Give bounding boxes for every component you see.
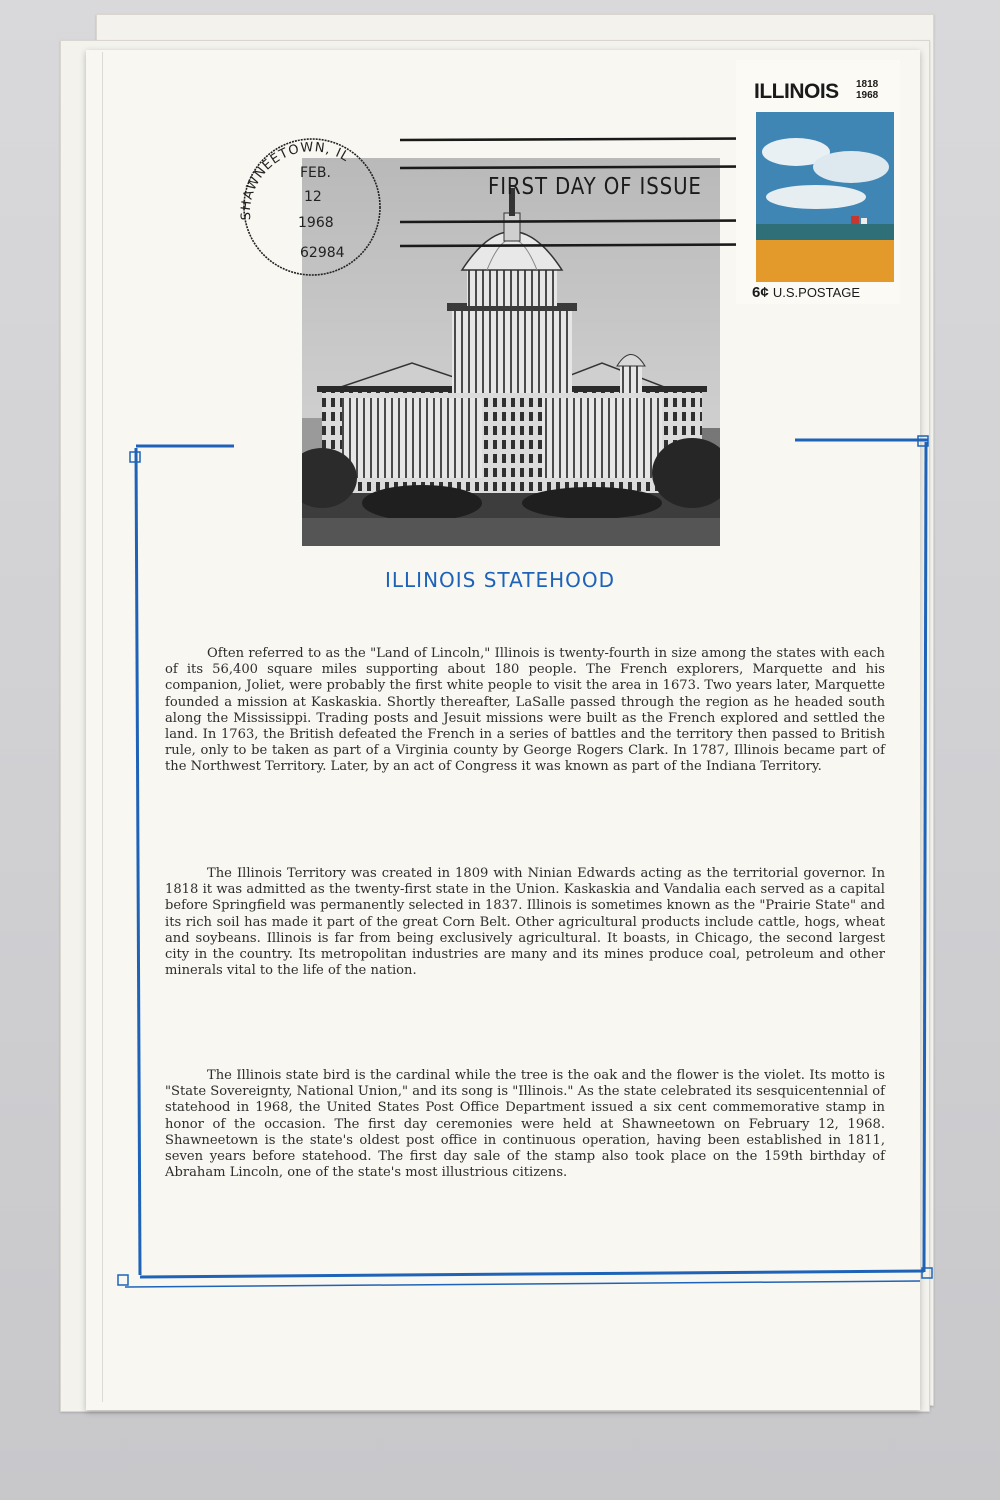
stamp-year-start: 1818 [856,79,879,90]
postmark-year: 1968 [298,215,334,231]
postmark [230,125,390,285]
postmark-month: FEB. [300,165,331,181]
postmark-day: 12 [304,189,322,205]
svg-text:SHAWNEETOWN, IL [239,140,352,220]
first-day-of-issue-cancel: FIRST DAY OF ISSUE [488,174,702,200]
stamp-design [744,68,892,301]
stamp-year-end: 1968 [856,90,879,101]
paragraph-history: Often referred to as the "Land of Lincoln," Illinois is twenty-fourth in size among the states with each of its 56,400 square miles supporting about 180 people. The French explorers, Marquette and his companion, Joliet, were probably the first white people to visit the area in 1673. Two years later, Marquette founded a mission at Kaskaskia. Shortly thereafter, LaSalle passed through the region as he headed south along the Mississippi. Trading posts and Jesuit missions were built as the French explored and settled the land. In 1763, the British defeated the French in a series of battles and the territory then passed to British rule, only to be taken as part of a Virginia county by George Rogers Clark. In 1787, Illinois became part of the Northwest Territory. Later, by an act of Congress it was known as part of the Indiana Territory. [165,646,885,775]
stamp-state-name: ILLINOIS [754,80,839,103]
page-title: ILLINOIS STATEHOOD [385,568,616,592]
stamp-value [752,284,860,301]
stamp-prairie-scene [756,112,894,282]
stamp-postage-label: U.S.POSTAGE [772,285,861,300]
stamp-denomination: 6¢ [752,284,769,301]
paragraph-symbols: The Illinois state bird is the cardinal while the tree is the oak and the flower is the violet. Its motto is "State Sovereignty, National Union," and its song is "Illinois." As the state celebrated its sesquicentennial of statehood in 1968, the United States Post Office Department issued a six cent commemorative stamp in honor of the occasion. The first day ceremonies were held at Shawneetown on February 12, 1968. Shawneetown is the state's oldest post office in continuous operation, having been established in 1811, seven years before statehood. The first day sale of the stamp also took place on the 159th birthday of Abraham Lincoln, one of the state's most illustrious citizens. [165,1068,885,1181]
postage-stamp [736,60,900,304]
postmark-town: SHAWNEETOWN, IL [238,140,352,221]
postmark-zip: 62984 [300,245,345,261]
stamp-years [856,79,890,101]
card-edge [90,52,103,1402]
paragraph-territory: The Illinois Territory was created in 1809 with Ninian Edwards acting as the territorial governor. In 1818 it was admitted as the twenty-first state in the Union. Kaskaskia and Vandalia each served as a capital before Springfield was permanently selected in 1837. Illinois is sometimes known as the "Prairie State" and its rich soil has made it part of the great Corn Belt. Other agricultural products include cattle, hogs, wheat and soybeans. Illinois is far from being exclusively agricultural. It boasts, in Chicago, the second largest city in the country. Its metropolitan industries are many and its mines produce coal, petroleum and other minerals vital to the life of the nation. [165,866,885,979]
